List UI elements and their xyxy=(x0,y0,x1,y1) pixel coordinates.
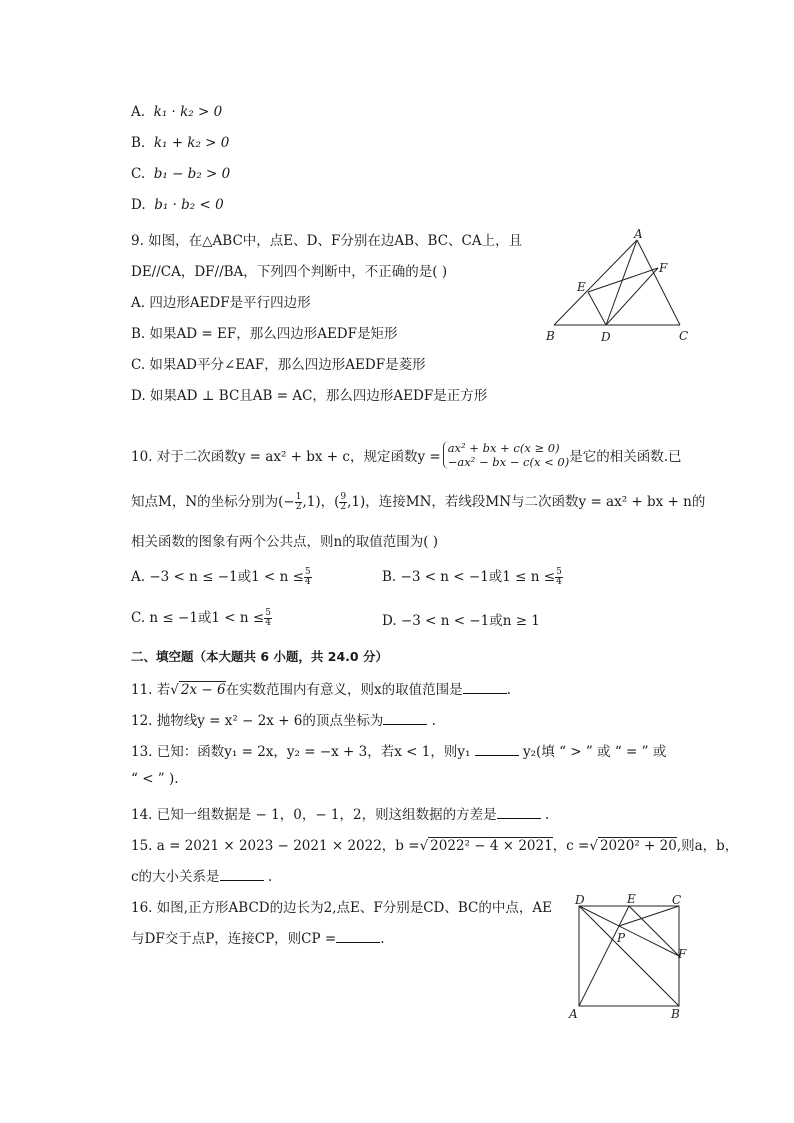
q9-label-b: B xyxy=(546,329,555,343)
q9-label-d: D xyxy=(601,330,611,344)
q8-option-b-expr: k₁ + k₂ > 0 xyxy=(153,135,230,151)
q16-label-c: C xyxy=(672,893,682,907)
q11: 11. 若√ 2x − 6在实数范围内有意义，则x的取值范围是 . xyxy=(131,682,511,698)
q16-line1: 16. 如图,正方形ABCD的边长为2,点E、F分别是CD、BC的中点，AE xyxy=(131,900,552,916)
q9-label-c: C xyxy=(679,329,689,343)
q16-label-e: E xyxy=(627,892,636,906)
q9-stem-line1: 9. 如图，在△ABC中，点E、D、F分别在边AB、BC、CA上，且 xyxy=(131,233,523,249)
q15-line2: c的大小关系是 . xyxy=(131,869,273,885)
q16-label-p: P xyxy=(617,931,626,945)
q8-option-a: A. k₁ · k₂ > 0 xyxy=(131,104,223,120)
q9-label-f: F xyxy=(659,261,668,275)
q16-label-b: B xyxy=(671,1007,680,1021)
q8-option-d-expr: b₁ · b₂ < 0 xyxy=(154,197,224,213)
q9-label-a: A xyxy=(634,227,643,241)
q9-option-c: C. 如果AD平分∠EAF，那么四边形AEDF是菱形 xyxy=(131,357,426,373)
q9-option-b: B. 如果AD = EF，那么四边形AEDF是矩形 xyxy=(131,326,398,342)
q10-option-b: B. −3 < n < −1或1 ≤ n ≤ $\frac{5}{4}$ xyxy=(382,567,562,587)
q16-label-a: A xyxy=(569,1007,578,1021)
q9-triangle-figure xyxy=(540,225,700,350)
q8-option-c: C. b₁ − b₂ > 0 xyxy=(131,166,231,182)
q8-option-c-expr: b₁ − b₂ > 0 xyxy=(153,166,231,182)
q9-option-d: D. 如果AD ⊥ BC且AB = AC，那么四边形AEDF是正方形 xyxy=(131,388,488,404)
q8-option-a-expr: k₁ · k₂ > 0 xyxy=(153,104,223,120)
q16-answer-blank[interactable] xyxy=(336,930,380,943)
q13-line2: “ < ” ). xyxy=(131,771,179,787)
q8-option-d: D. b₁ · b₂ < 0 xyxy=(131,197,224,213)
q12: 12. 抛物线y = x² − 2x + 6的顶点坐标为 . xyxy=(131,713,436,729)
section2-title: 二、填空题（本大题共 6 小题，共 24.0 分） xyxy=(131,649,388,664)
q16-label-d: D xyxy=(575,893,585,907)
q10-line1: 10. 对于二次函数y = ax² + bx + c，规定函数y = ax² + bx + c(x ≥ 0) −ax² − bx − c(x < 0) 是它的相关函数.已 xyxy=(131,441,682,469)
q10-option-c: C. n ≤ −1或1 < n ≤ $\frac{5}{4}$ xyxy=(131,608,271,628)
q14-answer-blank[interactable] xyxy=(497,806,541,819)
q9-label-e: E xyxy=(577,280,586,294)
q10-line3: 相关函数的图象有两个公共点，则n的取值范围为( ) xyxy=(131,534,439,550)
q10-line2: 知点M，N的坐标分别为(− $\frac{1}{2}$ ,1)，( $\frac{9}{2}$ ,1)，连接MN，若线段MN与二次函数y = ax² + bx + n的 xyxy=(131,492,706,512)
q16-line2: 与DF交于点P，连接CP，则CP = . xyxy=(131,931,385,947)
q10-option-d: D. −3 < n < −1或n ≥ 1 xyxy=(382,613,540,629)
q16-square-figure xyxy=(565,890,695,1025)
q9-stem-line2: DE//CA，DF//BA，下列四个判断中，不正确的是( ) xyxy=(131,264,448,280)
q9-option-a: A. 四边形AEDF是平行四边形 xyxy=(131,295,311,311)
q12-answer-blank[interactable] xyxy=(383,712,427,725)
q15: 15. a = 2021 × 2023 − 2021 × 2022，b =√ 2022² − 4 × 2021，c =√ 2020² + 20,则a，b， xyxy=(131,838,739,854)
q11-answer-blank[interactable] xyxy=(463,681,507,694)
q13: 13. 已知：函数y₁ = 2x，y₂ = −x + 3，若x < 1，则y₁ y₂(填 “ > ” 或 “ = ” 或 xyxy=(131,744,667,760)
q10-fraction-1: $\frac{1}{2}$ xyxy=(295,492,302,512)
q10-piecewise: ax² + bx + c(x ≥ 0) −ax² − bx − c(x < 0) xyxy=(443,441,570,469)
q8-option-b: B. k₁ + k₂ > 0 xyxy=(131,135,230,151)
q10-fraction-2: $\frac{9}{2}$ xyxy=(340,492,347,512)
q14: 14. 已知一组数据是 − 1，0，− 1，2，则这组数据的方差是 . xyxy=(131,807,550,823)
q10-option-a: A. −3 < n ≤ −1或1 < n ≤ $\frac{5}{4}$ xyxy=(131,567,311,587)
q13-answer-blank[interactable] xyxy=(475,743,519,756)
q16-label-f: F xyxy=(678,947,687,961)
q15-answer-blank[interactable] xyxy=(220,868,264,881)
